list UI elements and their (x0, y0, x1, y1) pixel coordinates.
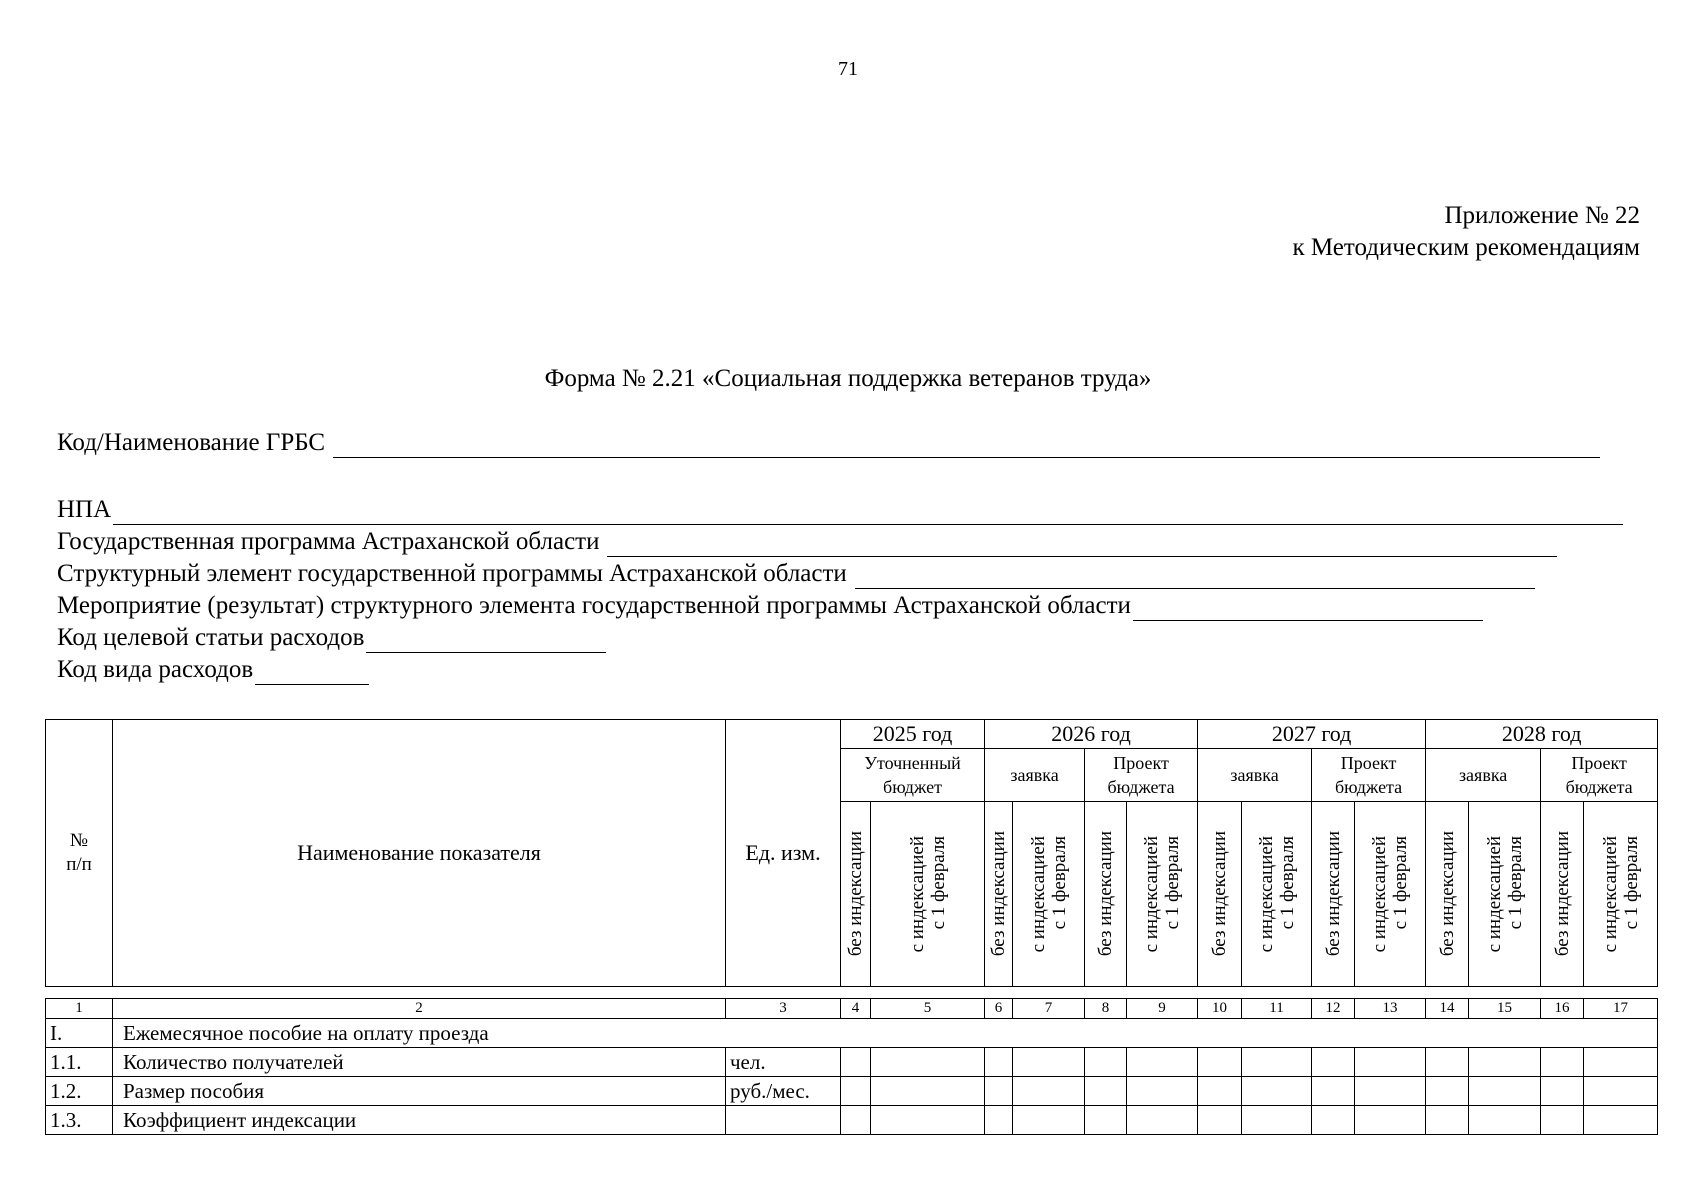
header-request-2028: заявка (1426, 749, 1541, 802)
header-num: № п/п (46, 720, 113, 987)
field-state-program-label: Государственная программа Астраханской области (57, 528, 600, 555)
column-number: 5 (871, 999, 985, 1019)
table-row (46, 1019, 1658, 1048)
field-event-line (1133, 598, 1483, 621)
header-year-2028: 2028 год (1426, 720, 1658, 749)
row-name: Ежемесячное пособие на оплату проезда (113, 1019, 1658, 1048)
data-cell[interactable] (1469, 1077, 1541, 1106)
data-cell[interactable] (841, 1077, 871, 1106)
header-without-indexation: без индексации (988, 831, 1010, 957)
column-numbers-row (46, 999, 1658, 1019)
field-event-label: Мероприятие (результат) структурного элемента государственной программы Астраханской области (57, 592, 1131, 619)
header-with-indexation-line2: с 1 февраля (927, 835, 949, 930)
row-unit (726, 1106, 841, 1135)
field-state-program-line (607, 534, 1557, 557)
field-grbs-label: Код/Наименование ГРБС (57, 429, 326, 456)
column-number: 7 (1013, 999, 1085, 1019)
data-cell[interactable] (1013, 1048, 1085, 1077)
header-name: Наименование показателя (113, 720, 726, 987)
header-with-indexation (1484, 836, 1526, 952)
header-year-2027: 2027 год (1198, 720, 1426, 749)
header-without-indexation: без индексации (1436, 831, 1458, 957)
data-cell[interactable] (1355, 1077, 1426, 1106)
header-unit: Ед. изм. (726, 720, 841, 987)
column-number: 12 (1312, 999, 1355, 1019)
data-cell[interactable] (1198, 1048, 1242, 1077)
data-cell[interactable] (985, 1048, 1013, 1077)
data-cell[interactable] (1127, 1106, 1198, 1135)
data-cell[interactable] (1312, 1106, 1355, 1135)
page-number: 71 (838, 58, 858, 80)
field-target-article-label: Код целевой статьи расходов (57, 624, 365, 651)
row-unit: руб./мес. (726, 1077, 841, 1106)
data-cell[interactable] (1198, 1077, 1242, 1106)
header-without-indexation: без индексации (1095, 831, 1117, 957)
data-cell[interactable] (985, 1077, 1013, 1106)
header-with-indexation-line1: с индексацией (1027, 835, 1049, 953)
header-with-indexation-line2: с 1 февраля (1048, 835, 1070, 930)
table-row (46, 1077, 1658, 1106)
field-structural-element-line (855, 566, 1535, 589)
column-number: 9 (1127, 999, 1198, 1019)
header-with-indexation-line2: с 1 февраля (1390, 835, 1412, 930)
data-cell[interactable] (1242, 1077, 1312, 1106)
row-num: 1.2. (46, 1077, 113, 1106)
header-year-2026: 2026 год (985, 720, 1198, 749)
field-expense-type (57, 655, 369, 685)
row-name: Количество получателей (113, 1048, 726, 1077)
table-header (45, 719, 1658, 987)
data-cell[interactable] (1127, 1077, 1198, 1106)
header-with-indexation (1256, 836, 1298, 952)
data-cell[interactable] (1085, 1077, 1127, 1106)
field-npa-line (113, 502, 1623, 525)
header-refined-budget: Уточненный бюджет (841, 749, 985, 802)
header-draft-budget-2028: Проект бюджета (1541, 749, 1658, 802)
table-row (46, 1048, 1658, 1077)
data-cell[interactable] (1469, 1048, 1541, 1077)
field-expense-type-label: Код вида расходов (57, 656, 254, 683)
data-cell[interactable] (1541, 1106, 1584, 1135)
field-structural-element (57, 559, 1535, 589)
header-with-indexation (1028, 836, 1070, 952)
header-request-2027: заявка (1198, 749, 1312, 802)
header-with-indexation-line2: с 1 февраля (1620, 835, 1642, 930)
data-cell[interactable] (871, 1077, 985, 1106)
data-cell[interactable] (841, 1048, 871, 1077)
data-cell[interactable] (1242, 1106, 1312, 1135)
header-with-indexation-line1: с индексацией (906, 835, 928, 953)
header-with-indexation (1600, 836, 1642, 952)
data-cell[interactable] (1085, 1106, 1127, 1135)
table-body (45, 998, 1658, 1135)
header-without-indexation: без индексации (1551, 831, 1573, 957)
appendix-line1: Приложение № 22 (1444, 202, 1640, 229)
column-number: 14 (1426, 999, 1469, 1019)
header-year-2025: 2025 год (841, 720, 985, 749)
header-with-indexation-line1: с индексацией (1141, 835, 1163, 953)
data-cell[interactable] (1426, 1048, 1469, 1077)
field-target-article-line (366, 630, 606, 653)
header-without-indexation: без индексации (1209, 831, 1231, 957)
field-structural-element-label: Структурный элемент государственной программы Астраханской области (57, 560, 847, 587)
column-number: 11 (1242, 999, 1312, 1019)
field-target-article (57, 623, 606, 653)
data-cell[interactable] (1013, 1106, 1085, 1135)
data-cell[interactable] (1312, 1077, 1355, 1106)
data-cell[interactable] (1355, 1048, 1426, 1077)
header-with-indexation (907, 836, 949, 952)
column-number: 6 (985, 999, 1013, 1019)
header-with-indexation (1369, 836, 1411, 952)
data-cell[interactable] (1312, 1048, 1355, 1077)
header-draft-budget-2026: Проект бюджета (1085, 749, 1198, 802)
column-number: 8 (1085, 999, 1127, 1019)
header-with-indexation-line1: с индексацией (1483, 835, 1505, 953)
column-number: 2 (113, 999, 726, 1019)
header-request-2026: заявка (985, 749, 1085, 802)
data-cell[interactable] (1355, 1106, 1426, 1135)
appendix-line2: к Методическим рекомендациям (1292, 234, 1640, 261)
column-number: 3 (726, 999, 841, 1019)
row-num: I. (46, 1019, 113, 1048)
data-cell[interactable] (1426, 1077, 1469, 1106)
field-grbs-line (333, 435, 1600, 458)
data-cell[interactable] (1584, 1106, 1658, 1135)
header-with-indexation (1141, 836, 1183, 952)
data-cell[interactable] (1584, 1077, 1658, 1106)
table-row (46, 1106, 1658, 1135)
field-npa-label: НПА (57, 496, 112, 523)
field-state-program (57, 527, 1557, 557)
data-cell[interactable] (985, 1106, 1013, 1135)
data-cell[interactable] (1469, 1106, 1541, 1135)
field-event (57, 591, 1483, 621)
data-cell[interactable] (1541, 1077, 1584, 1106)
row-unit: чел. (726, 1048, 841, 1077)
data-cell[interactable] (1085, 1048, 1127, 1077)
field-expense-type-line (255, 662, 369, 685)
data-cell[interactable] (1584, 1048, 1658, 1077)
header-with-indexation-line1: с индексацией (1369, 835, 1391, 953)
data-cell[interactable] (1242, 1048, 1312, 1077)
data-cell[interactable] (1013, 1077, 1085, 1106)
header-without-indexation: без индексации (845, 831, 866, 957)
data-cell[interactable] (1541, 1048, 1584, 1077)
data-cell[interactable] (1426, 1106, 1469, 1135)
header-with-indexation-line1: с индексацией (1599, 835, 1621, 953)
row-name: Коэффициент индексации (113, 1106, 726, 1135)
header-draft-budget-2027: Проект бюджета (1312, 749, 1426, 802)
column-number: 16 (1541, 999, 1584, 1019)
column-number: 1 (46, 999, 113, 1019)
data-cell[interactable] (841, 1106, 871, 1135)
column-number: 10 (1198, 999, 1242, 1019)
header-with-indexation-line1: с индексацией (1255, 835, 1277, 953)
row-name: Размер пособия (113, 1077, 726, 1106)
field-npa (57, 495, 1623, 525)
header-without-indexation: без индексации (1322, 831, 1344, 957)
row-num: 1.1. (46, 1048, 113, 1077)
header-with-indexation-line2: с 1 февраля (1162, 835, 1184, 930)
form-title: Форма № 2.21 «Социальная поддержка ветеранов труда» (544, 365, 1152, 392)
column-number: 17 (1584, 999, 1658, 1019)
header-with-indexation-line2: с 1 февраля (1276, 835, 1298, 930)
data-cell[interactable] (871, 1048, 985, 1077)
column-number: 4 (841, 999, 871, 1019)
header-with-indexation-line2: с 1 февраля (1504, 835, 1526, 930)
column-number: 13 (1355, 999, 1426, 1019)
field-grbs (57, 428, 1600, 458)
column-number: 15 (1469, 999, 1541, 1019)
data-cell[interactable] (1198, 1106, 1242, 1135)
appendix-block (1292, 200, 1640, 264)
data-cell[interactable] (871, 1106, 985, 1135)
data-cell[interactable] (1127, 1048, 1198, 1077)
row-num: 1.3. (46, 1106, 113, 1135)
